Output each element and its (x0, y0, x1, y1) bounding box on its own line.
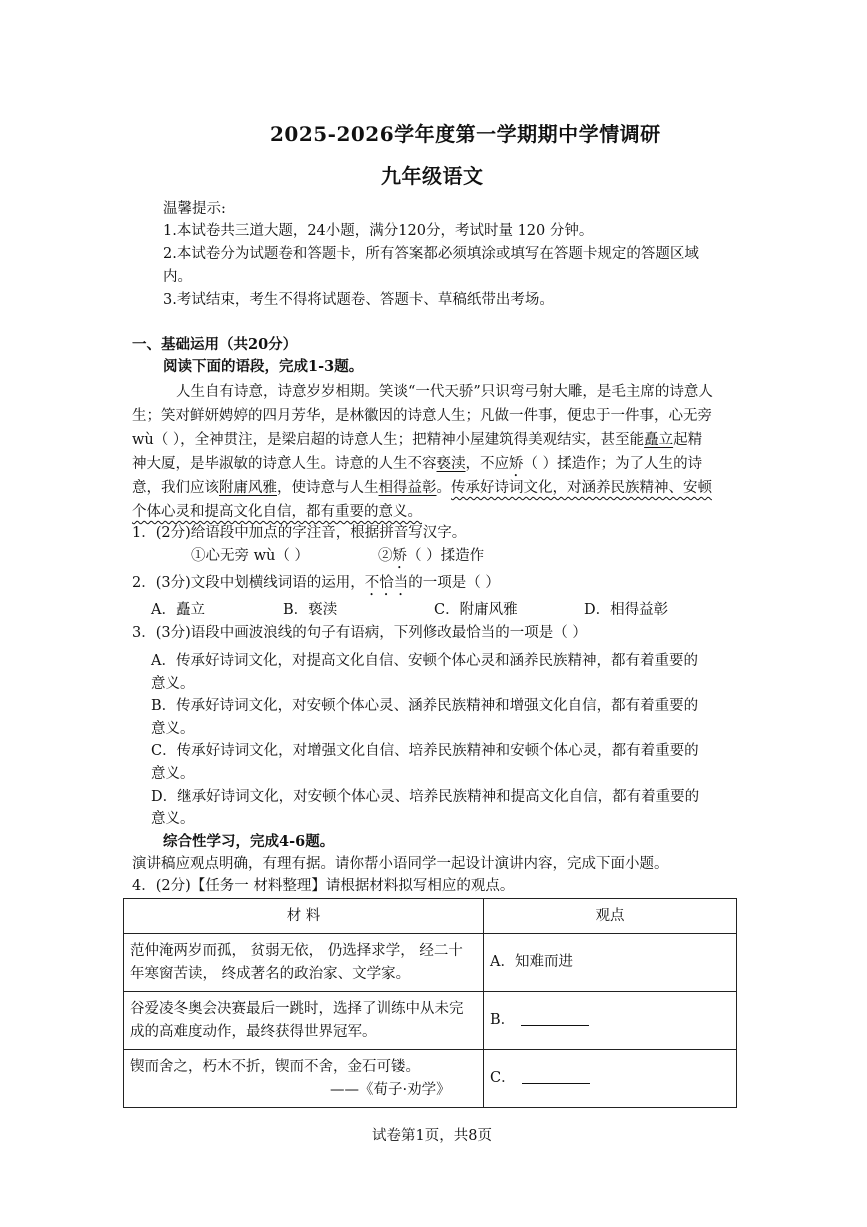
view-cell[interactable] (484, 992, 737, 1050)
question-1-item-b (378, 545, 484, 572)
answer-blank[interactable] (522, 1069, 590, 1084)
passage-text: ，不应 (465, 456, 509, 472)
material-cell: 范仲淹两岁而孤， 贫弱无依， 仍选择求学， 经二十年寒窗苦读， 终成著名的政治家、文学家。 (124, 934, 484, 992)
section-heading: 一、基础运用（共20分） (132, 336, 298, 353)
notice-item-1: 1.本试卷共三道大题，24小题，满分120分，考试时量 120 分钟。 (163, 223, 594, 239)
question-1-item-a: ①心无旁 wù（ ） (191, 548, 309, 564)
question-3-option-a[interactable]: A．传承好诗词文化，对提高文化自信、安顿个体心灵和涵养民族精神，都有着重要的 (151, 653, 698, 669)
question-3-option-b[interactable]: B．传承好诗词文化，对安顿个体心灵、涵养民族精神和增强文化自信，都有着重要的 (151, 698, 699, 714)
passage-instruction: 阅读下面的语段，完成1-3题。 (163, 358, 364, 375)
passage-text: 。 (436, 480, 451, 496)
question-3-stem: 3．(3分)语段中画波浪线的句子有语病，下列修改最恰当的一项是（ ） (132, 625, 587, 641)
table-row (124, 1050, 737, 1108)
notice-item-3: 3.考试结束，考生不得将试题卷、答题卡、草稿纸带出考场。 (163, 292, 554, 308)
passage-text: 起精 (673, 432, 703, 448)
passage-line-3 (132, 428, 702, 449)
question-3-option-d-cont: 意义。 (151, 811, 195, 827)
notice-heading: 温馨提示: (163, 201, 226, 217)
item-text: （ ）揉造作 (407, 548, 485, 564)
view-cell[interactable] (484, 1050, 737, 1108)
material-table (123, 898, 737, 1108)
question-2-option-c[interactable]: C．附庸风雅 (434, 602, 518, 618)
question-2-stem (132, 572, 500, 599)
passage-text: （ ）揉造作；为了人生的诗 (523, 456, 703, 472)
view-label: C． (490, 1070, 516, 1086)
exam-subtitle: 九年级语文 (381, 164, 484, 188)
passage-text: 意，我们应该 (132, 480, 219, 496)
passage-line-2: 生；笑对鲜妍娉婷的四月芳华，是林徽因的诗意人生；凡做一件事，便忠于一件事，心无旁 (132, 408, 712, 424)
view-label: B． (490, 1012, 516, 1028)
passage-text: ，使诗意与人生 (277, 480, 379, 496)
notice-item-2-cont: 内。 (163, 269, 192, 285)
question-3-option-d[interactable]: D．继承好诗词文化，对安顿个体心灵、培养民族精神和提高文化自信，都有着重要的 (151, 789, 700, 805)
notice-item-2: 2.本试卷分为试题卷和答题卡，所有答案都必须填涂或填写在答题卡规定的答题区域 (163, 246, 699, 262)
dotted-char-jiao: 矫 (509, 456, 524, 472)
passage-line-5 (132, 476, 712, 497)
page-footer: 试卷第1页，共8页 (372, 1128, 492, 1144)
question-3-option-c-cont: 意义。 (151, 766, 195, 782)
passage-line-1: 人生自有诗意，诗意岁岁相期。笑谈“一代天骄”只识弯弓射大雕，是毛主席的诗意人 (176, 384, 713, 400)
quote-text: 锲而舍之，朽木不折，锲而不舍，金石可镂。 (130, 1058, 420, 1075)
passage-text: wù（ ），全神贯注，是梁启超的诗意人生；把精神小屋建筑得美观结实，甚至能 (132, 432, 645, 448)
material-cell: 谷爱凌冬奥会决赛最后一跳时，选择了训练中从未完成的高难度动作，最终获得世界冠军。 (124, 992, 484, 1050)
stem-text: 的一项是（ ） (408, 575, 500, 591)
table-row (124, 992, 737, 1050)
passage-text: 神大厦，是毕淑敏的诗意人生。诗意的人生不容 (132, 456, 437, 472)
material-cell (124, 1050, 484, 1108)
emphasis-text: 不恰当 (364, 575, 409, 591)
question-2-option-a[interactable]: A．矗立 (151, 602, 205, 618)
dotted-char-jiao: 矫 (392, 548, 407, 564)
question-2-option-b[interactable]: B．亵渎 (283, 602, 338, 618)
underlined-word-fuyong: 附庸风雅 (219, 480, 277, 496)
comprehensive-heading: 综合性学习，完成4-6题。 (163, 833, 335, 850)
item-marker: ② (378, 548, 393, 564)
question-3-option-c[interactable]: C．传承好诗词文化，对增强文化自信、培养民族精神和安顿个体心灵，都有着重要的 (151, 743, 699, 759)
underlined-word-chuli: 矗立 (644, 432, 674, 448)
table-header-row (124, 899, 737, 934)
wavy-sentence: 传承好诗词文化，对涵养民族精神、安顿 (451, 480, 712, 496)
question-3-option-a-cont: 意义。 (151, 676, 195, 692)
question-2-option-d[interactable]: D．相得益彰 (584, 602, 669, 618)
question-3-option-b-cont: 意义。 (151, 721, 195, 737)
quote-source: ——《荀子·劝学》 (330, 1081, 451, 1098)
table-row (124, 934, 737, 992)
answer-blank[interactable] (521, 1011, 589, 1026)
question-4-stem: 4．(2分)【任务一 材料整理】请根据材料拟写相应的观点。 (132, 878, 515, 894)
column-header-view: 观点 (484, 899, 737, 934)
underlined-word-xiedu: 亵渎 (436, 456, 466, 472)
comprehensive-intro: 演讲稿应观点明确，有理有据。请你帮小语同学一起设计演讲内容，完成下面小题。 (132, 856, 669, 872)
column-header-material: 材 料 (124, 899, 484, 934)
wavy-sentence-cont: 个体心灵和提高文化自信，都有重要的意义。 (132, 504, 422, 520)
stem-text: 2．(3分)文段中划横线词语的运用， (132, 575, 365, 591)
exam-title: 2025-2026学年度第一学期期中学情调研 (270, 122, 661, 146)
question-1-stem: 1．(2分)给语段中加点的字注音，根据拼音写汉字。 (132, 525, 467, 541)
view-cell: A．知难而进 (484, 934, 737, 992)
underlined-word-xiangde: 相得益彰 (378, 480, 437, 496)
